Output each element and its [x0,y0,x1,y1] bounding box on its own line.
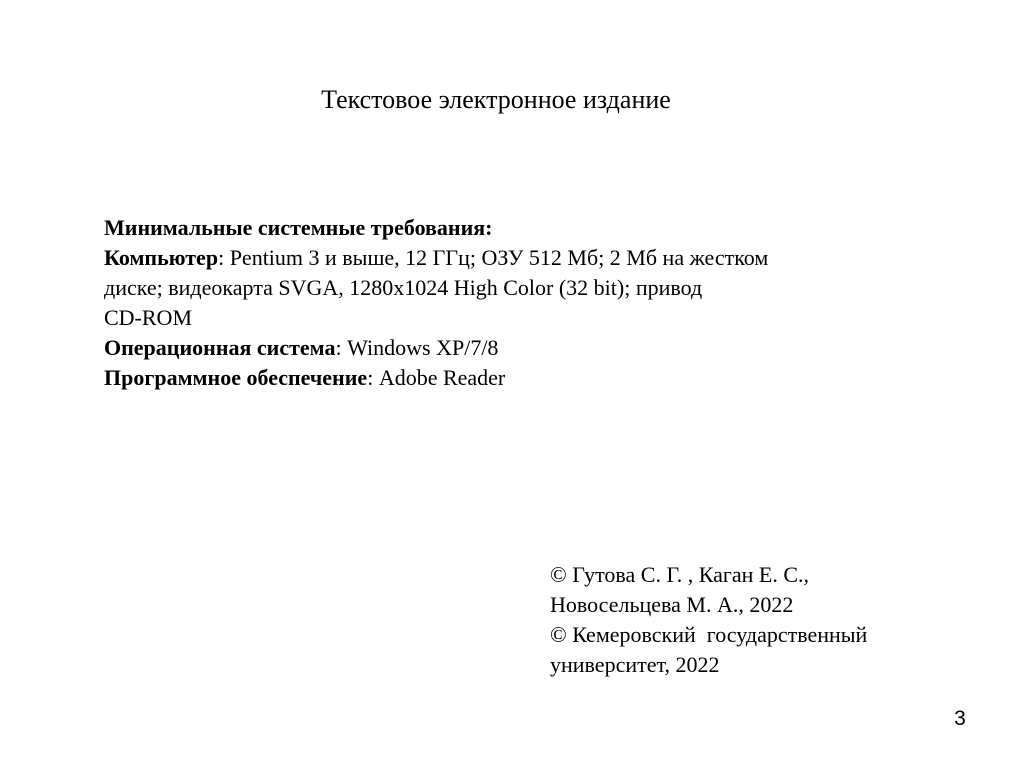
system-requirements [104,213,904,393]
software-value: Adobe Reader [378,365,506,390]
copyright-university-cont: университет, 2022 [550,652,720,677]
requirements-heading: Минимальные системные требования: [104,215,493,240]
computer-value-1: Pentium 3 и выше, 12 ГГц; ОЗУ 512 Мб; 2 Мб на жестком [229,245,769,270]
computer-line-1: Компьютер: Pentium 3 и выше, 12 ГГц; ОЗУ 512 Мб; 2 Мб на жестком [104,245,769,270]
computer-line-3: CD-ROM [104,305,193,330]
computer-line-2: диске; видеокарта SVGA, 1280x1024 High Color (32 bit); привод [104,275,703,300]
os-label: Операционная система [104,335,336,360]
page-title: Текстовое электронное издание [321,85,671,114]
computer-label: Компьютер [104,245,219,270]
copyright-block [550,560,990,680]
requirements-heading-line [104,213,904,243]
software-label: Программное обеспечение [104,365,368,390]
page-number: 3 [954,707,966,730]
software-line: Программное обеспечение: Adobe Reader [104,365,506,390]
os-value: Windows XP/7/8 [347,335,499,360]
copyright-university: © Кемеровский государственный [550,622,868,647]
os-line: Операционная система: Windows XP/7/8 [104,335,499,360]
copyright-authors-cont: Новосельцева М. А., 2022 [550,592,794,617]
copyright-authors: © Гутова С. Г. , Каган Е. С., [550,562,810,587]
